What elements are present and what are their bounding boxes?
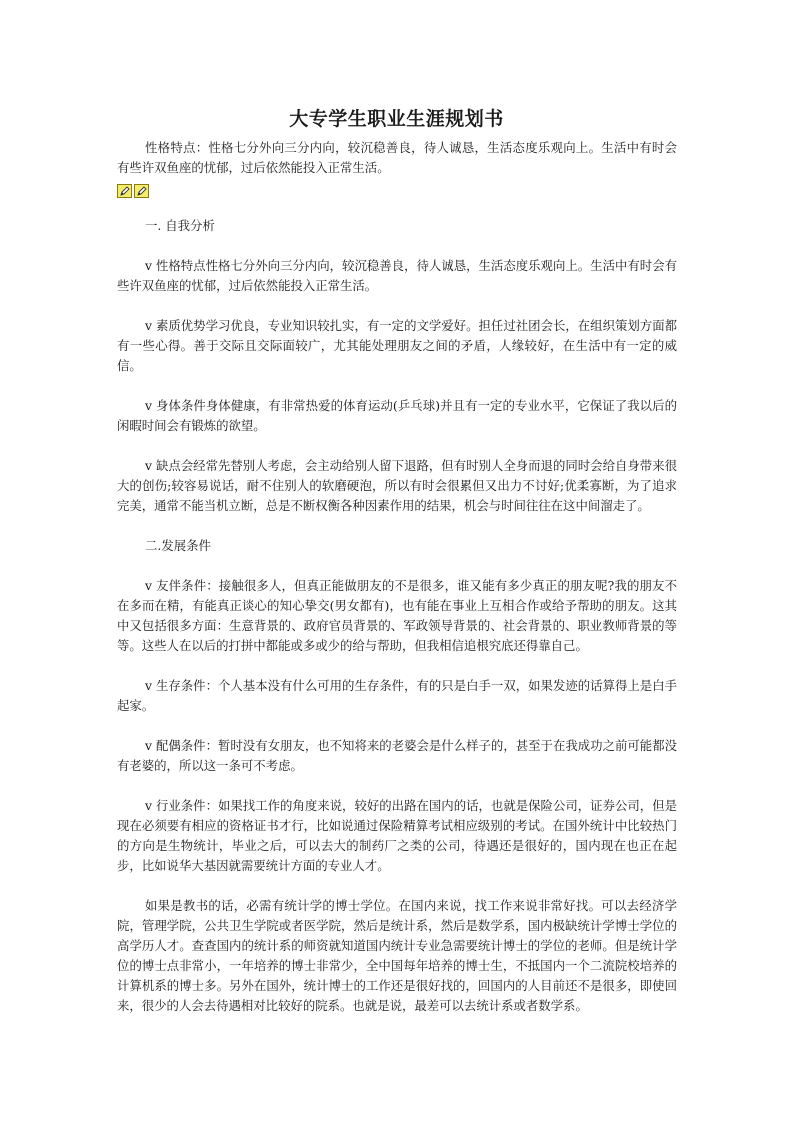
section-heading-conditions: 二.发展条件 [145,538,211,553]
section-heading-self-analysis: 一. 自我分析 [145,218,215,233]
paragraph-spouse: v 配偶条件：暂时没有女朋友，也不知将来的老婆会是什么样子的，甚至于在我成功之前可能都没有老婆的，所以这一条可不考虑。 [117,738,677,773]
paragraph-industry: v 行业条件：如果找工作的角度来说，较好的出路在国内的话，也就是保险公司，证券公司，但是现在必须要有相应的资格证书才行，比如说通过保险精算考试相应级别的考试。在国外统计中比较热门的方向是生物统计，毕业之后，可以去大的制药厂之类的公司，待遇还是很好的，国内现在也正在起步，比如说华大基因就需要统计方面的专业人才。 [117,798,677,873]
document-body [117,138,677,1016]
document-title: 大专学生职业生涯规划书 [289,108,504,130]
paragraph-weaknesses: v 缺点会经常先替别人考虑，会主动给别人留下退路，但有时别人全身而退的同时会给自身带来很大的创伤;较容易说话，耐不住别人的软磨硬泡，所以有时会很累但又出力不讨好;优柔寡断，为了追求完美，通常不能当机立断，总是不断权衡各种因素作用的结果，机会与时间往往在这中间溜走了。 [117,458,677,513]
inline-icons [117,180,677,202]
paragraph-teaching: 如果是教书的话，必需有统计学的博士学位。在国内来说，找工作来说非常好找。可以去经济学院，管理学院，公共卫生学院或者医学院，然后是统计系，然后是数学系，国内极缺统计学博士学位的高学历人才。查查国内的统计系的师资就知道国内统计专业急需要统计博士的学位的老师。但是统计学位的博士点非常小，一年培养的博士非常少，全中国每年培养的博士生，不抵国内一个二流院校培养的计算机系的博士多。另外在国外，统计博士的工作还是很好找的，回国内的人目前还不是很多，即使回来，很少的人会去待遇相对比较好的院系。也就是说，最差可以去统计系或者数学系。 [117,898,677,1013]
pencil-icon [117,184,132,198]
paragraph-strengths: v 素质优势学习优良，专业知识较扎实，有一定的文学爱好。担任过社团会长，在组织策划方面都有一些心得。善于交际且交际面较广，尤其能处理朋友之间的矛盾，人缘较好，在生活中有一定的威信。 [117,318,677,373]
paragraph-physical: v 身体条件身体健康，有非常热爱的体育运动(乒乓球)并且有一定的专业水平，它保证了我以后的闲暇时间会有锻炼的欲望。 [117,398,677,433]
paragraph-friends: v 友伴条件：接触很多人，但真正能做朋友的不是很多，谁又能有多少真正的朋友呢?我的朋友不在多而在精，有能真正谈心的知心挚交(男女都有)，也有能在事业上互相合作或给予帮助的朋友。这其中又包括很多方面：生意背景的、政府官员背景的、军政领导背景的、社会背景的、职业教师背景的等等。这些人在以后的打拼中都能或多或少的给与帮助，但我相信追根究底还得靠自己。 [117,578,677,653]
pencil-icon [134,184,149,198]
intro-paragraph: 性格特点：性格七分外向三分内向，较沉稳善良，待人诚恳，生活态度乐观向上。生活中有时会有些许双鱼座的忧郁，过后依然能投入正常生活。 [117,140,677,175]
paragraph-survival: v 生存条件：个人基本没有什么可用的生存条件，有的只是白手一双，如果发迹的话算得上是白手起家。 [117,678,677,713]
paragraph-personality: v 性格特点性格七分外向三分内向，较沉稳善良，待人诚恳，生活态度乐观向上。生活中有时会有些许双鱼座的忧郁，过后依然能投入正常生活。 [117,258,677,293]
